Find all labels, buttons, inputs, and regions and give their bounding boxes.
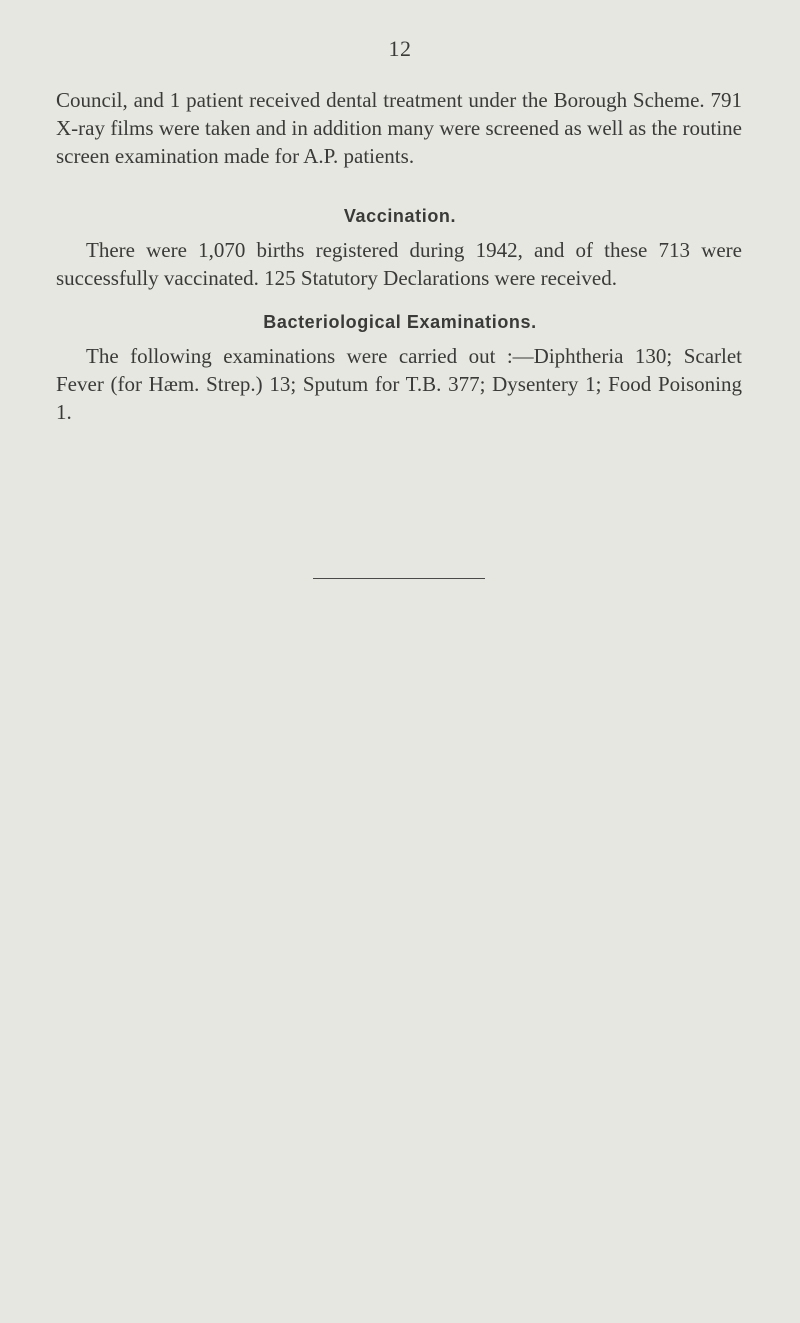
heading-vaccination: Vaccination. [343,206,457,226]
section-end-rule [313,578,485,579]
paragraph-vaccination: There were 1,070 births registered during 1942, and of these 713 were successfully vaccinated. 125 Statutory Declarations were received. [56,238,742,290]
heading-bacteriological-examinations: Bacteriological Examinations. [263,312,537,332]
page-number: 12 [388,36,412,61]
paragraph-bacteriological: The following examinations were carried out :—Diphtheria 130; Scarlet Fever (for Hæm. Strep.) 13; Sputum for T.B. 377; Dysentery 1; Food Poisoning 1. [56,344,742,424]
paragraph-dental-xray: Council, and 1 patient received dental treatment under the Borough Scheme. 791 X-ray films were taken and in addition many were screened as well as the routine screen examination made for A.P. patients. [56,88,742,168]
